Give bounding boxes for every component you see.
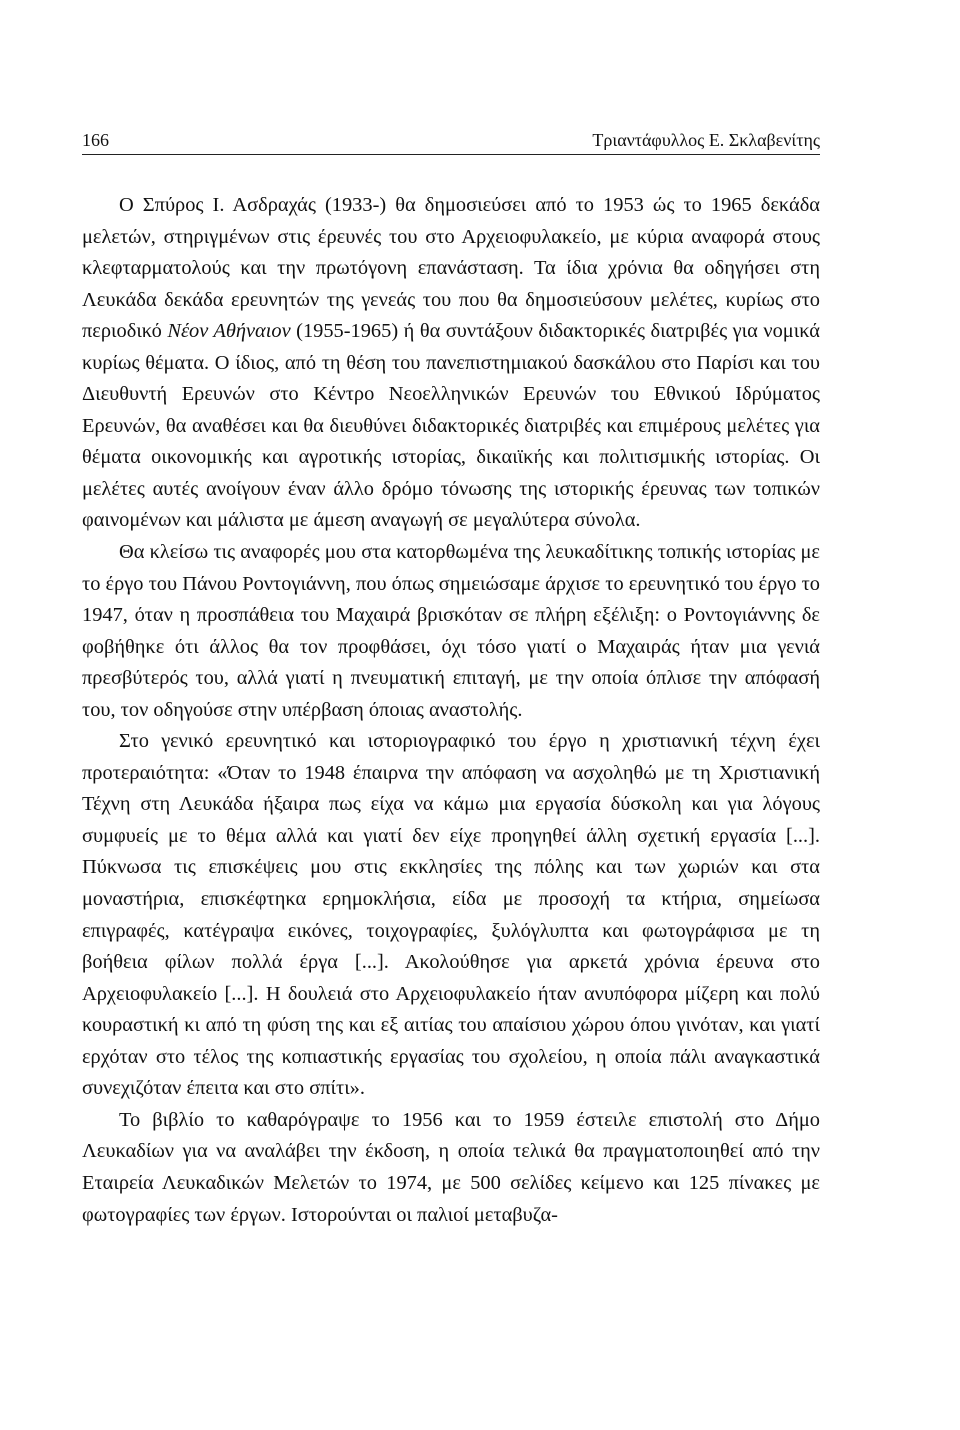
paragraph-1-text-after: (1955-1965) ή θα συντάξουν διδακτορικές διατριβές για νομικά κυρίως θέματα. Ο ίδιος, από τη θέση του πανεπιστημιακού δασκάλου στο Παρίσι και του Διευθυντή Ερευνών στο Κέντρο Νεοελληνικών Ερευνών του Εθνικού Ιδρύματος Ερευνών, θα αναθέσει και θα διευθύνει διδακτορικές διατριβές και επιμέρους μελέτες για θέματα οικονομικής και αγροτικής ιστορίας, δικαιϊκής και πολιτισμικής ιστορίας. Οι μελέτες αυτές ανοίγουν έναν άλλο δρόμο τόνωσης της ιστορικής έρευνας των τοπικών φαινομένων και μάλιστα με άμεση αναγωγή σε μεγαλύτερα σύνολα. [82,320,820,532]
header-rule [82,154,820,155]
page-number: 166 [82,130,109,150]
paragraph-2: Θα κλείσω τις αναφορές μου στα κατορθωμένα της λευκαδίτικης τοπικής ιστορίας με το έργο του Πάνου Ροντογιάννη, που όπως σημειώσαμε άρχισε το ερευνητικό του έργο το 1947, όταν η προσπάθεια του Μαχαιρά βρισκόταν σε πλήρη εξέλιξη: ο Ροντογιάννης δε φοβήθηκε ότι άλλος θα τον προφθάσει, όχι τόσο γιατί ο Μαχαιράς ήταν μια γενιά πρεσβύτερός του, αλλά γιατί η πνευματική επιταγή, με την οποία όπλισε την απόφασή του, τον οδηγούσε στην υπέρβαση όποιας αναστολής. [82,541,820,721]
header-author: Τριαντάφυλλος Ε. Σκλαβενίτης [592,130,820,150]
paragraph-4: Το βιβλίο το καθαρόγραψε το 1956 και το 1959 έστειλε επιστολή στο Δήμο Λευκαδίων για να αναλάβει την έκδοση, η οποία τελικά θα πραγματοποιηθεί από την Εταιρεία Λευκαδικών Μελετών το 1974, με 500 σελίδες κείμενο και 125 πίνακες με φωτογραφίες των έργων. Ιστορούνται οι παλιοί μεταβυζα- [82,1108,820,1226]
paragraph-1-text-before: Ο Σπύρος Ι. Ασδραχάς (1933-) θα δημοσιεύσει από το 1953 ώς το 1965 δεκάδα μελετών, στηριγμένων στις έρευνές του στο Αρχειοφυλακείο, με κύρια αναφορά στους κλεφταρματολούς και την πρωτόγονη επανάσταση. Τα ίδια χρόνια θα οδηγήσει στη Λευκάδα δεκάδα ερευνητών της γενεάς του που θα δημοσιεύσουν μελέτες, κυρίως στο περιοδικό [82,194,820,343]
paragraph-3: Στο γενικό ερευνητικό και ιστοριογραφικό του έργο η χριστιανική τέχνη έχει προτεραιότητα: «Όταν το 1948 έπαιρνα την απόφαση να ασχοληθώ με τη Χριστιανική Τέχνη στη Λευκάδα ήξαιρα πως είχα να κάμω μια εργασία δύσκολη και για λόγους συμφυείς με το θέμα αλλά και γιατί δεν είχε προηγηθεί άλλη σχετική εργασία [...]. Πύκνωσα τις επισκέψεις μου στις εκκλησίες της πόλης και των χωριών και στα μοναστήρια, επισκέφτηκα ερημοκλήσια, είδα με προσοχή τα κτήρια, σημείωσα επιγραφές, κατέγραψα εικόνες, τοιχογραφίες, ξυλόγλυπτα και φωτογράφισα με τη βοήθεια φίλων πολλά έργα [...]. Ακολούθησε για αρκετά χρόνια έρευνα στο Αρχειοφυλακείο [...]. Η δουλειά στο Αρχειοφυλακείο ήταν ανυπόφορα μίζερη και πολύ κουραστική κι από τη φύση της και εξ αιτίας του απαίσιου χώρου όπου γινόταν, και γιατί ερχόταν στο τέλος της κοπιαστικής εργασίας του σχολείου, η οποία πάλι αναγκαστικά συνεχιζόταν έπειτα και στο σπίτι». [82,730,820,1100]
body-text [82,190,820,1231]
journal-title: Νέον Αθήναιον [167,320,291,343]
paragraph-1 [82,190,820,537]
running-head [82,128,820,152]
